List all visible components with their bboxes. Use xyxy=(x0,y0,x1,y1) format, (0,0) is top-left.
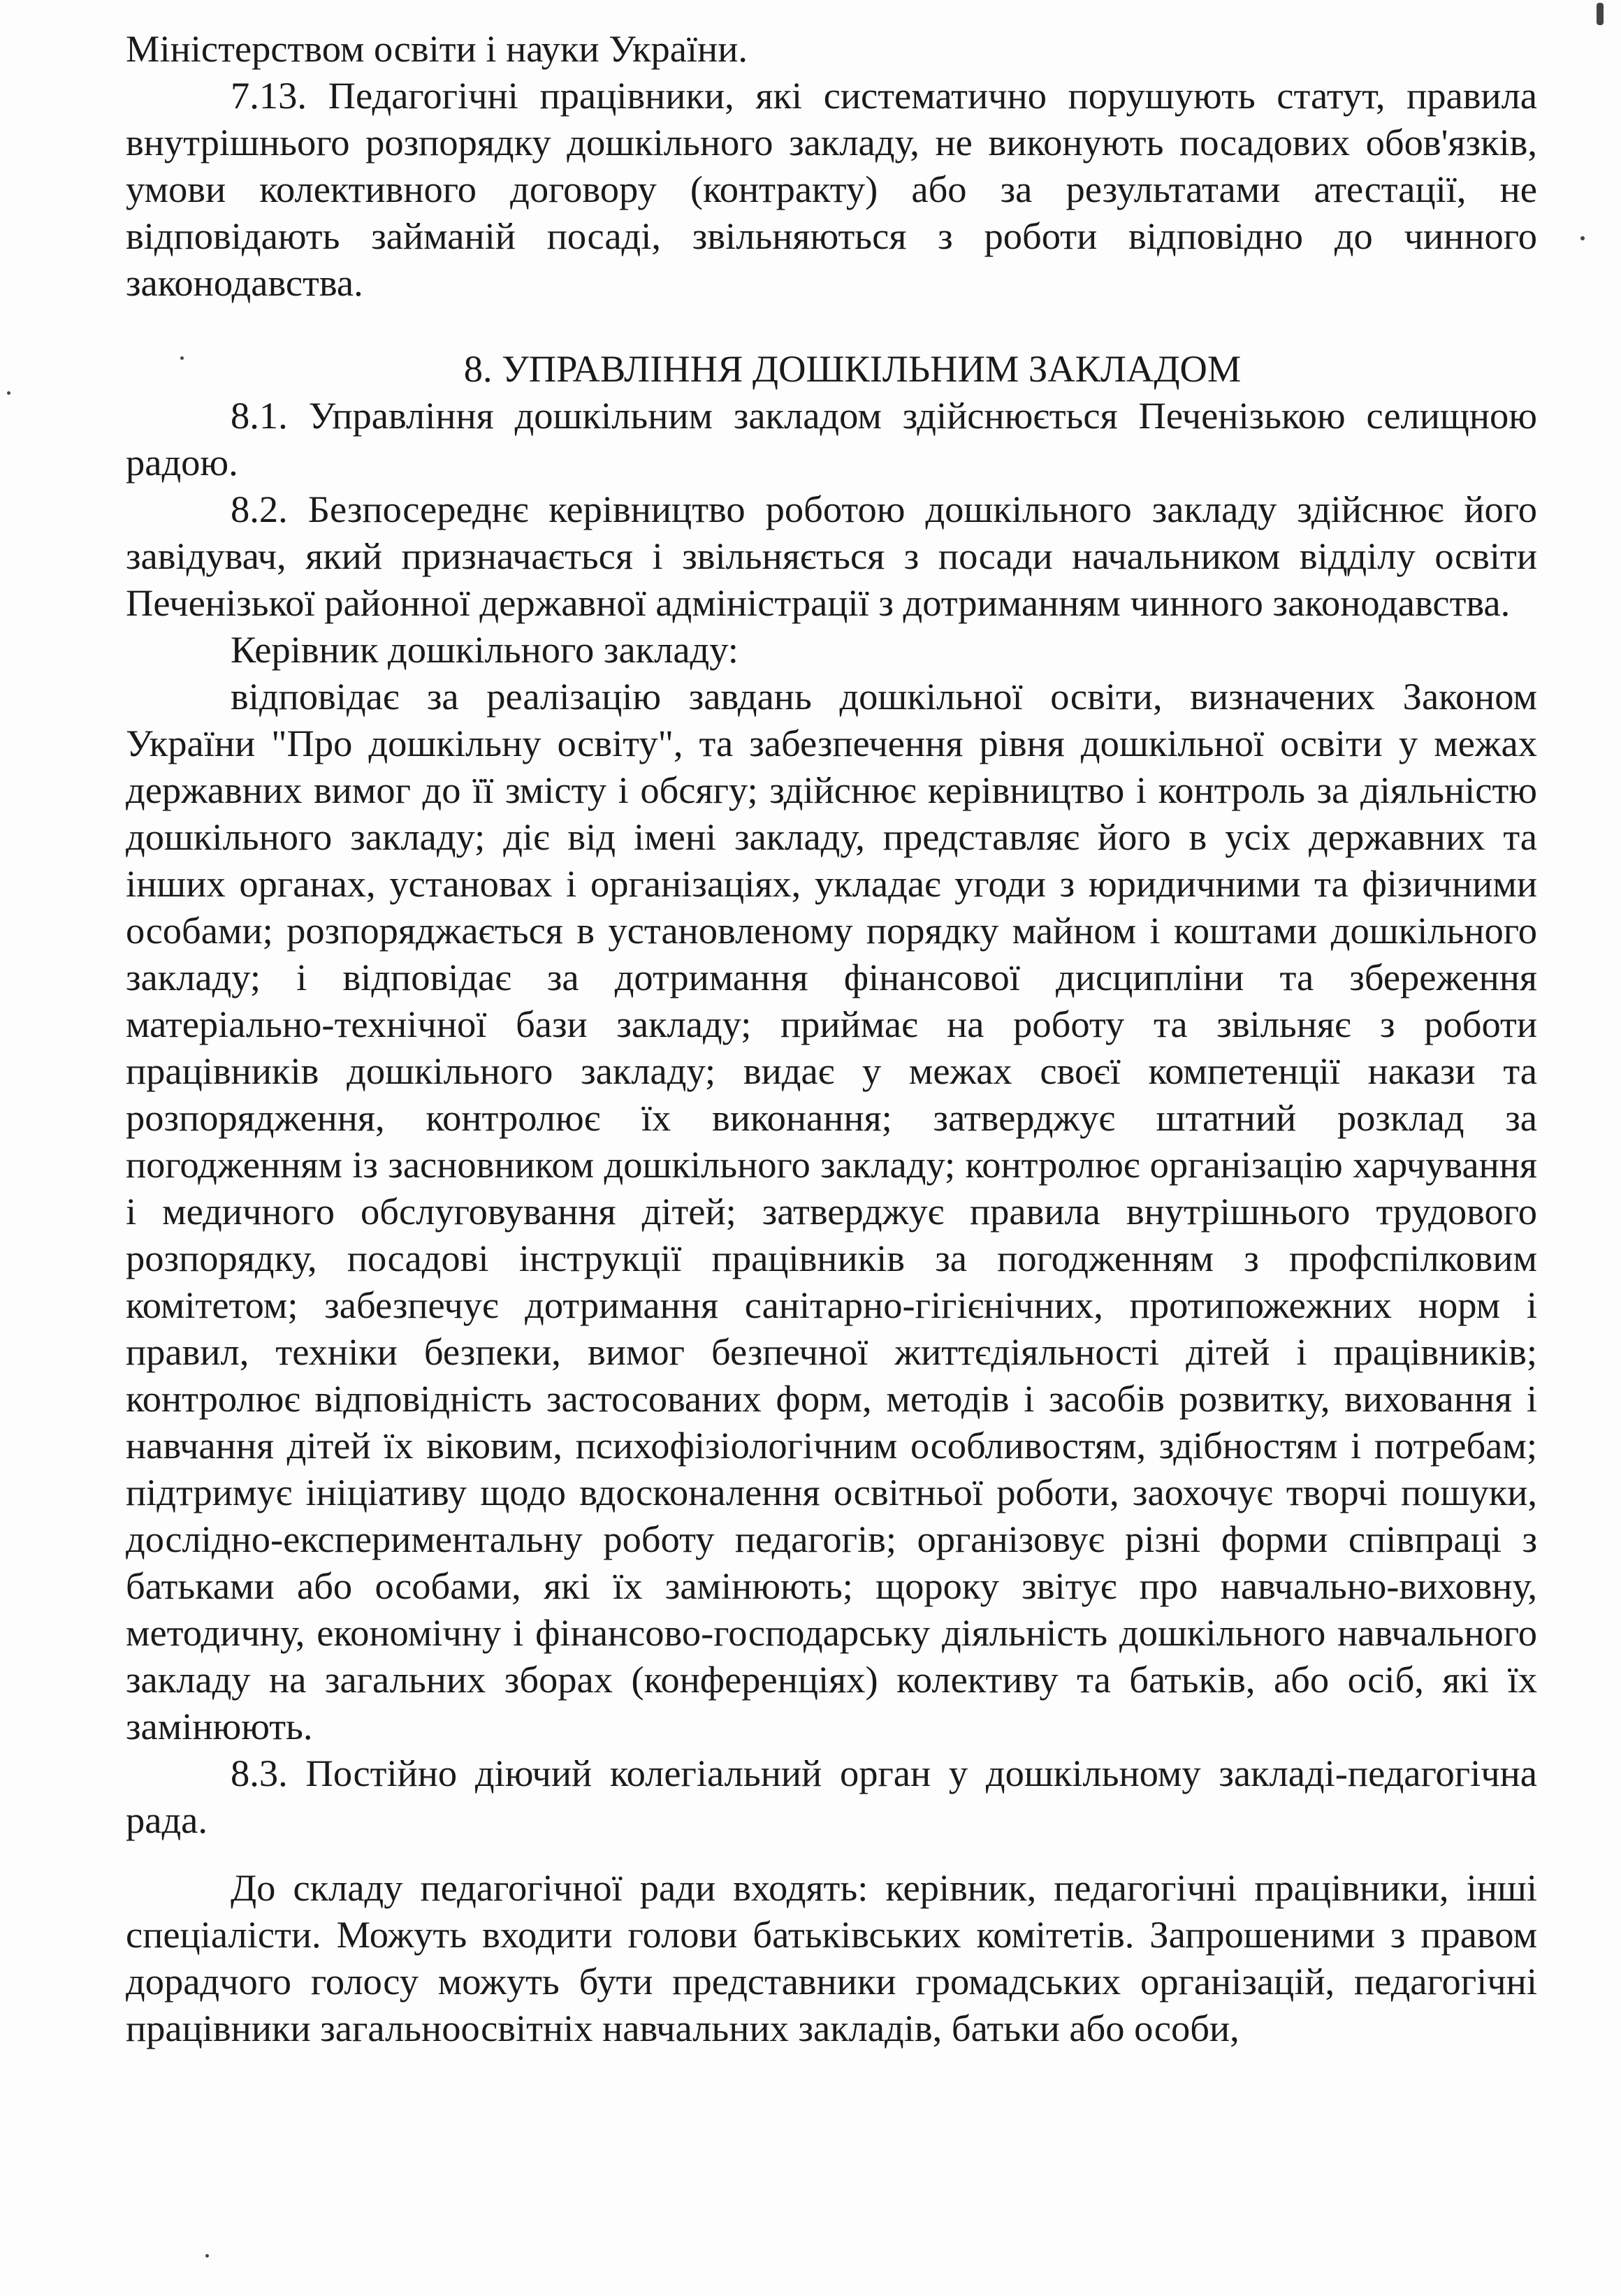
paragraph-continuation: Міністерством освіти і науки України. xyxy=(126,27,748,70)
paragraph-8-3: 8.3. Постійно діючий колегіальний орган у дошкільному закладі-педагогічна рада. xyxy=(126,1752,1537,1841)
scan-speck xyxy=(1597,3,1604,25)
paragraph-pedagogical-council: До складу педагогічної ради входять: керівник, педагогічні працівники, інші спеціалісти. Можуть входити голови батьківських комітетів. Запрошеними з правом дорадчого голосу можуть бути представники громадських організацій, педагогічні працівники загальноосвітніх навчальних закладів, батьки або особи, xyxy=(126,1866,1537,2049)
paragraph-manager-intro: Керівник дошкільного закладу: xyxy=(231,628,739,671)
scan-speck xyxy=(180,356,184,360)
scan-speck xyxy=(7,391,10,395)
scan-speck xyxy=(205,2254,209,2258)
paragraph-8-2: 8.2. Безпосереднє керівництво роботою дошкільного закладу здійснює його завідувач, який призначається і звільняється з посади начальником відділу освіти Печенізької районної державної адміністрації з дотриманням чинного законодавства. xyxy=(126,488,1537,624)
paragraph-7-13: 7.13. Педагогічні працівники, які систематично порушують статут, правила внутрішнього розпорядку дошкільного закладу, не виконують посадових обов'язків, умови колективного договору (контракту) або за результатами атестації, не відповідають займаній посаді, звільняються з роботи відповідно до чинного законодавства. xyxy=(126,74,1537,304)
paragraph-8-1: 8.1. Управління дошкільним закладом здійснюється Печенізькою селищною радою. xyxy=(126,394,1537,484)
section-heading-8: 8. УПРАВЛІННЯ ДОШКІЛЬНИМ ЗАКЛАДОМ xyxy=(463,347,1242,390)
paragraph-manager-duties: відповідає за реалізацію завдань дошкільної освіти, визначених Законом України "Про дошкільну освіту", та забезпечення рівня дошкільної освіти у межах державних вимог до її змісту і обсягу; здійснює керівництво і контроль за діяльністю дошкільного закладу; діє від імені закладу, представляє його в усіх державних та інших органах, установах і організаціях, укладає угоди з юридичними та фізичними особами; розпоряджається в установленому порядку майном і коштами дошкільного закладу; і відповідає за дотримання фінансової дисципліни та збереження матеріально-технічної бази закладу; приймає на роботу та звільняє з роботи працівників дошкільного закладу; видає у межах своєї компетенції накази та розпорядження, контролює їх виконання; затверджує штатний розклад за погодженням із засновником дошкільного закладу; контролює організацію харчування і медичного обслуговування дітей; затверджує правила внутрішнього трудового розпорядку, посадові інструкції працівників за погодженням з профспілковим комітетом; забезпечує дотримання санітарно-гігієнічних, протипожежних норм і правил, техніки безпеки, вимог безпечної життєдіяльності дітей і працівників; контролює відповідність застосованих форм, методів і засобів розвитку, виховання і навчання дітей їх віковим, психофізіологічним особливостям, здібностям і потребам; підтримує ініціативу щодо вдосконалення освітньої роботи, заохочує творчі пошуки, дослідно-експериментальну роботу педагогів; організовує різні форми співпраці з батьками або особами, які їх замінюють; щороку звітує про навчально-виховну, методичну, економічну і фінансово-господарську діяльність дошкільного навчального закладу на загальних зборах (конференціях) колективу та батьків, або осіб, які їх замінюють. xyxy=(126,675,1537,1748)
scan-speck xyxy=(1580,236,1585,240)
